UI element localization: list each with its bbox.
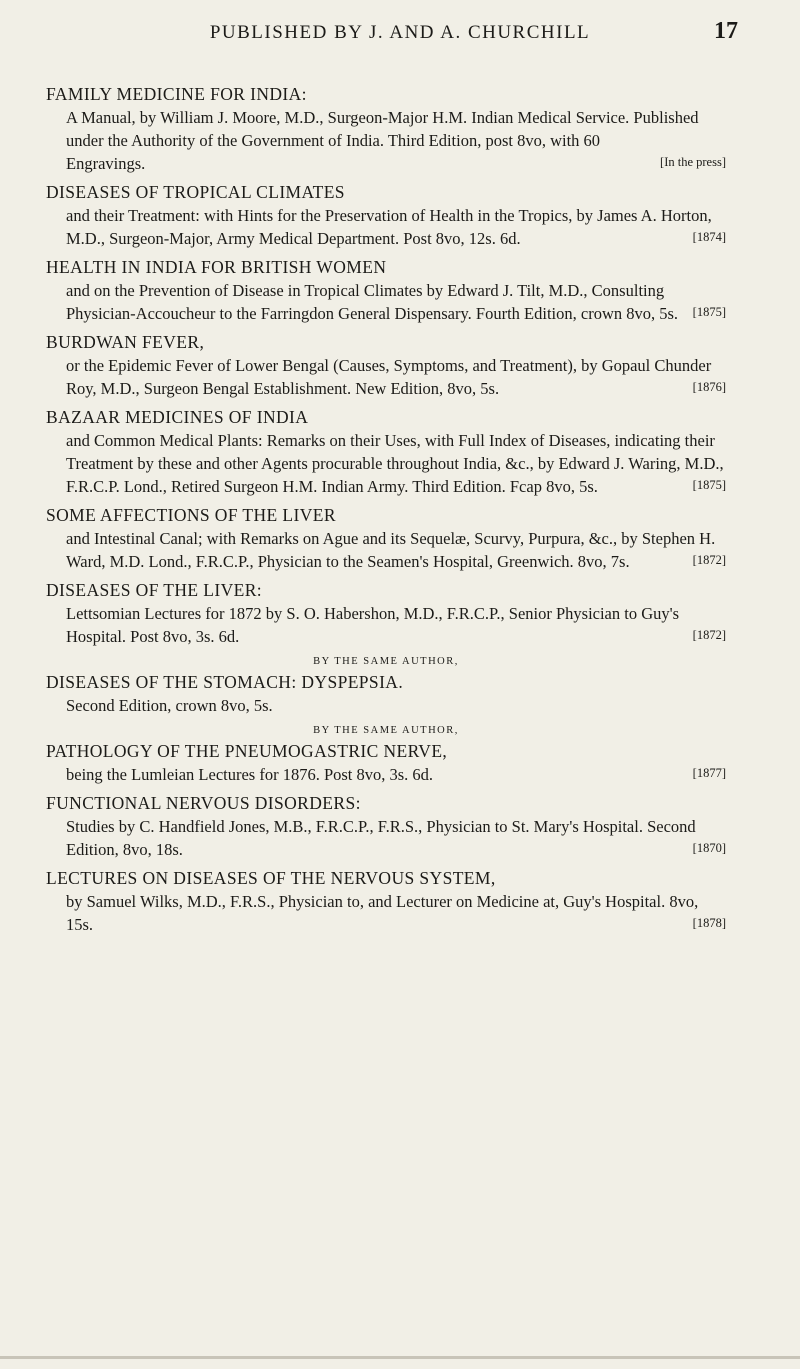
same-author-note: BY THE SAME AUTHOR, <box>313 656 459 667</box>
book-entry <box>46 83 726 175</box>
running-head <box>0 18 800 52</box>
book-description <box>46 763 726 786</box>
book-title: FAMILY MEDICINE FOR INDIA: <box>46 84 307 104</box>
book-title: SOME AFFECTIONS OF THE LIVER <box>46 505 336 525</box>
book-entry <box>46 331 726 400</box>
book-title: PATHOLOGY OF THE PNEUMOGASTRIC NERVE, <box>46 741 448 761</box>
book-description <box>46 815 726 861</box>
publication-date: [1872] <box>692 628 726 642</box>
book-description <box>46 354 726 400</box>
book-entry <box>46 867 726 936</box>
book-title: BAZAAR MEDICINES OF INDIA <box>46 407 309 427</box>
page-number: 17 <box>714 18 738 44</box>
publication-date: [1872] <box>692 553 726 567</box>
book-entry <box>46 579 726 648</box>
publication-date: [1875] <box>692 305 726 319</box>
book-description <box>46 602 726 648</box>
book-description <box>46 204 726 250</box>
description-text: being the Lumleian Lectures for 1876. Post 8vo, 3s. 6d. <box>66 765 434 784</box>
description-text: and Common Medical Plants: Remarks on their Uses, with Full Index of Diseases, indicating their Treatment by these and other Agents procurable throughout India, &c., by Edward J. Waring, M.D., F.R.C.P. Lond., Retired Surgeon H.M. Indian Army. Third Edition. Fcap 8vo, 5s. <box>66 431 724 496</box>
book-title: DISEASES OF TROPICAL CLIMATES <box>46 182 345 202</box>
book-entry <box>46 504 726 573</box>
description-text: and Intestinal Canal; with Remarks on Ague and its Sequelæ, Scurvy, Purpura, &c., by Stephen H. Ward, M.D. Lond., F.R.C.P., Physician to the Seamen's Hospital, Greenwich. 8vo, 7s. <box>66 529 716 571</box>
book-description <box>46 694 726 717</box>
book-title: BURDWAN FEVER, <box>46 332 205 352</box>
publication-date: [1874] <box>692 230 726 244</box>
description-text: and on the Prevention of Disease in Tropical Climates by Edward J. Tilt, M.D., Consulting Physician-Accoucheur to the Farringdon General Dispensary. Fourth Edition, crown 8vo, 5s. <box>66 281 679 323</box>
book-title: DISEASES OF THE LIVER: <box>46 580 263 600</box>
book-description <box>46 106 726 175</box>
book-title: DISEASES OF THE STOMACH: DYSPEPSIA. <box>46 672 404 692</box>
publication-date: [1878] <box>692 916 726 930</box>
book-title: HEALTH IN INDIA FOR BRITISH WOMEN <box>46 257 387 277</box>
book-description <box>46 429 726 498</box>
publication-date: [1876] <box>692 380 726 394</box>
description-text: Second Edition, crown 8vo, 5s. <box>66 696 273 715</box>
publication-date: [1877] <box>692 766 726 780</box>
description-text: or the Epidemic Fever of Lower Bengal (Causes, Symptoms, and Treatment), by Gopaul Chunder Roy, M.D., Surgeon Bengal Establishment. New Edition, 8vo, 5s. <box>66 356 712 398</box>
book-entry <box>46 656 726 717</box>
book-entry <box>46 725 726 786</box>
book-title: LECTURES ON DISEASES OF THE NERVOUS SYSTEM, <box>46 868 496 888</box>
page-edge <box>0 1356 800 1359</box>
book-entry <box>46 792 726 861</box>
advertisement-list <box>46 83 726 942</box>
description-text: by Samuel Wilks, M.D., F.R.S., Physician to, and Lecturer on Medicine at, Guy's Hospital. 8vo, 15s. <box>66 892 699 934</box>
book-entry <box>46 181 726 250</box>
book-entry <box>46 406 726 498</box>
book-description <box>46 279 726 325</box>
same-author-note: BY THE SAME AUTHOR, <box>313 725 459 736</box>
running-title: PUBLISHED BY J. AND A. CHURCHILL <box>209 22 591 43</box>
description-text: and their Treatment: with Hints for the Preservation of Health in the Tropics, by James A. Horton, M.D., Surgeon-Major, Army Medical Department. Post 8vo, 12s. 6d. <box>66 206 712 248</box>
publication-date: [In the press] <box>660 155 726 169</box>
book-entry <box>46 256 726 325</box>
description-text: A Manual, by William J. Moore, M.D., Surgeon-Major H.M. Indian Medical Service. Published under the Authority of the Government of India. Third Edition, post 8vo, with 60 Engravings. <box>66 108 699 173</box>
description-text: Lettsomian Lectures for 1872 by S. O. Habershon, M.D., F.R.C.P., Senior Physician to Guy's Hospital. Post 8vo, 3s. 6d. <box>66 604 680 646</box>
description-text: Studies by C. Handfield Jones, M.B., F.R.C.P., F.R.S., Physician to St. Mary's Hospital. Second Edition, 8vo, 18s. <box>66 817 696 859</box>
book-description <box>46 527 726 573</box>
publication-date: [1875] <box>692 478 726 492</box>
book-description <box>46 890 726 936</box>
publication-date: [1870] <box>692 841 726 855</box>
book-title: FUNCTIONAL NERVOUS DISORDERS: <box>46 793 361 813</box>
